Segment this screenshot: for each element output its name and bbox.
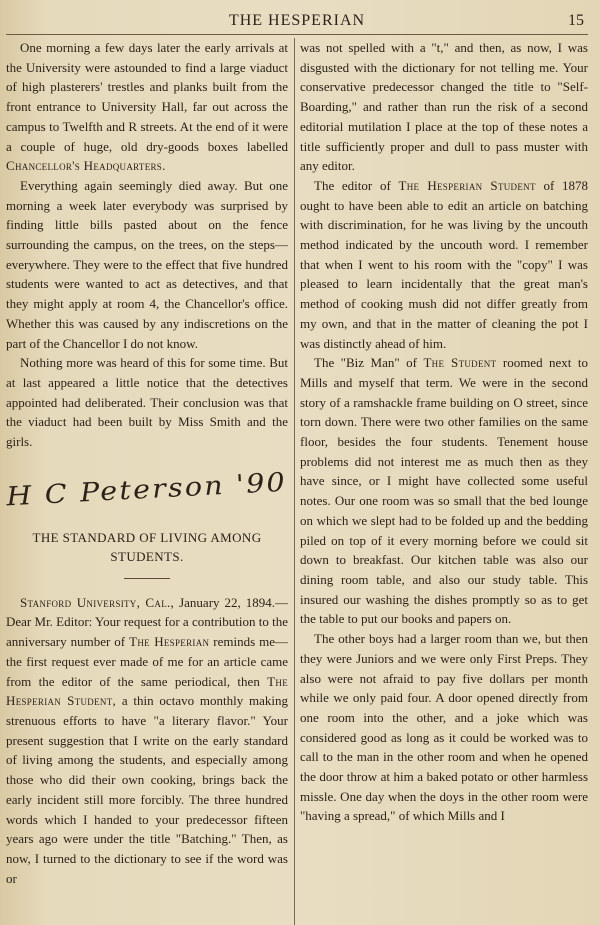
signature-text: H C Peterson '90 — [6, 467, 288, 513]
small-caps-text: The Hesperian Student — [398, 177, 536, 193]
paragraph: Nothing more was heard of this for some time. But at last appeared a little notice that the detectives appointed had deliberated. Their conclusion was that the viaduct had been built by Miss Smith and the girls. — [6, 355, 288, 450]
paragraph-text: reminds me—the first request ever made of me for an article came from the editor of the same periodical, then — [6, 634, 288, 689]
page-number: 15 — [568, 12, 584, 29]
right-column — [300, 38, 588, 925]
small-caps-text: Chancellor's Headquarters. — [6, 158, 166, 174]
paragraph-text: One morning a few days later the early arrivals at the University were astounded to find a large viaduct of high plasterers' trestles and planks built from the front entrance to University Hall, far out across the campus to Twelfth and R streets. At the end of it were a couple of huge, old dry-goods boxes labelled — [6, 40, 288, 154]
paragraph-text: of 1878 ought to have been able to edit an article on batching with discrimination, for he was living by the uncouth method indicated by the uncouth word. I remember that when I went to his room with the "copy" I was pleased to learn incidentally that the great man's method of cooking mush did not differ greatly from my own, and that in the matter of cleaning the pot I was distinctly ahead of him. — [300, 177, 588, 351]
paragraph — [300, 353, 588, 629]
paragraph: was not spelled with a "t," and then, as now, I was disgusted with the dictionary for not telling me. Your conservative predecessor changed the title to "Self-Boarding," and rather than run the risk of a second editorial mutilation I place at the top of these notes a title sufficiently proper and dull to pass muster with any editor. — [300, 40, 588, 174]
column-rule — [294, 38, 295, 925]
small-caps-text: The Student — [423, 355, 497, 371]
paragraph-text: The editor of — [314, 177, 391, 193]
left-column — [6, 38, 288, 925]
handwritten-signature — [6, 452, 288, 528]
paragraph: Everything again seemingly died away. But one morning a week later everybody was surprised by finding little bills pasted about on the fence surrounding the campus, on the trees, on the steps—everywhere. They were to the effect that five hundred students were wanted to act as detectives, and that they might apply at room 4, the Chancellor's office. Whether this was caused by any indiscretions on the part of the Chancellor I do not know. — [6, 177, 288, 351]
running-header — [6, 6, 588, 35]
paragraph — [300, 176, 588, 353]
paragraph-text: a thin octavo monthly making strenuous efforts to have "a literary flavor." Your present suggestion that I write on the early standard of living among the students, and especially among those who did their own cooking, brings back the early incident still more forcibly. The three hundred words which I handed to your predecessor fifteen years ago were under the title "Batching." Then, as now, I turned to the dictionary to see if the word was or — [6, 693, 288, 886]
paragraph — [6, 593, 288, 889]
paragraph: The other boys had a larger room than we, but then they were Juniors and we were only First Preps. They also were not afraid to pay five dollars per month while we only paid four. A door opened directly from one room into the other, and a joke which was considered good as long as it could be worked was to call to the man in the other room and when he opened the door throw at him a baked potato or other harmless missle. One day when the doys in the other room were "having a spread," of which Mills and I — [300, 631, 588, 824]
paragraph-text: The "Biz Man" of — [314, 355, 417, 371]
article-heading: THE STANDARD OF LIVING AMONG STUDENTS. — [32, 529, 262, 564]
publication-title: THE HESPERIAN — [228, 12, 366, 29]
small-caps-text: The Hesperian — [129, 634, 210, 650]
small-caps-text: The Hesperian Student, — [6, 673, 288, 709]
paragraph — [6, 38, 288, 176]
paragraph-text: January 22, 1894.—Dear Mr. Editor: Your request for a contribution to the anniversary number of — [6, 594, 288, 650]
text-columns — [6, 38, 588, 925]
paragraph-text: roomed next to Mills and myself that term. We were in the second story of a ramshackle frame building on O street, since torn down. There were two other families on the same floor, besides the four students. Tenement house problems did not interest me as much then as they have since, or I might have collected some useful notes. Our one room was so small that the bed lounge on which we slept had to be folded up and the bedding piled on top of it every morning before we could sit down to breakfast. Our kitchen table was also our dining room table, and also our study table. This insured our washing the dishes promptly so as to get the table to put our books and papers on. — [300, 355, 588, 627]
dateline: Stanford University, Cal., — [20, 594, 175, 610]
heading-divider — [124, 578, 170, 579]
